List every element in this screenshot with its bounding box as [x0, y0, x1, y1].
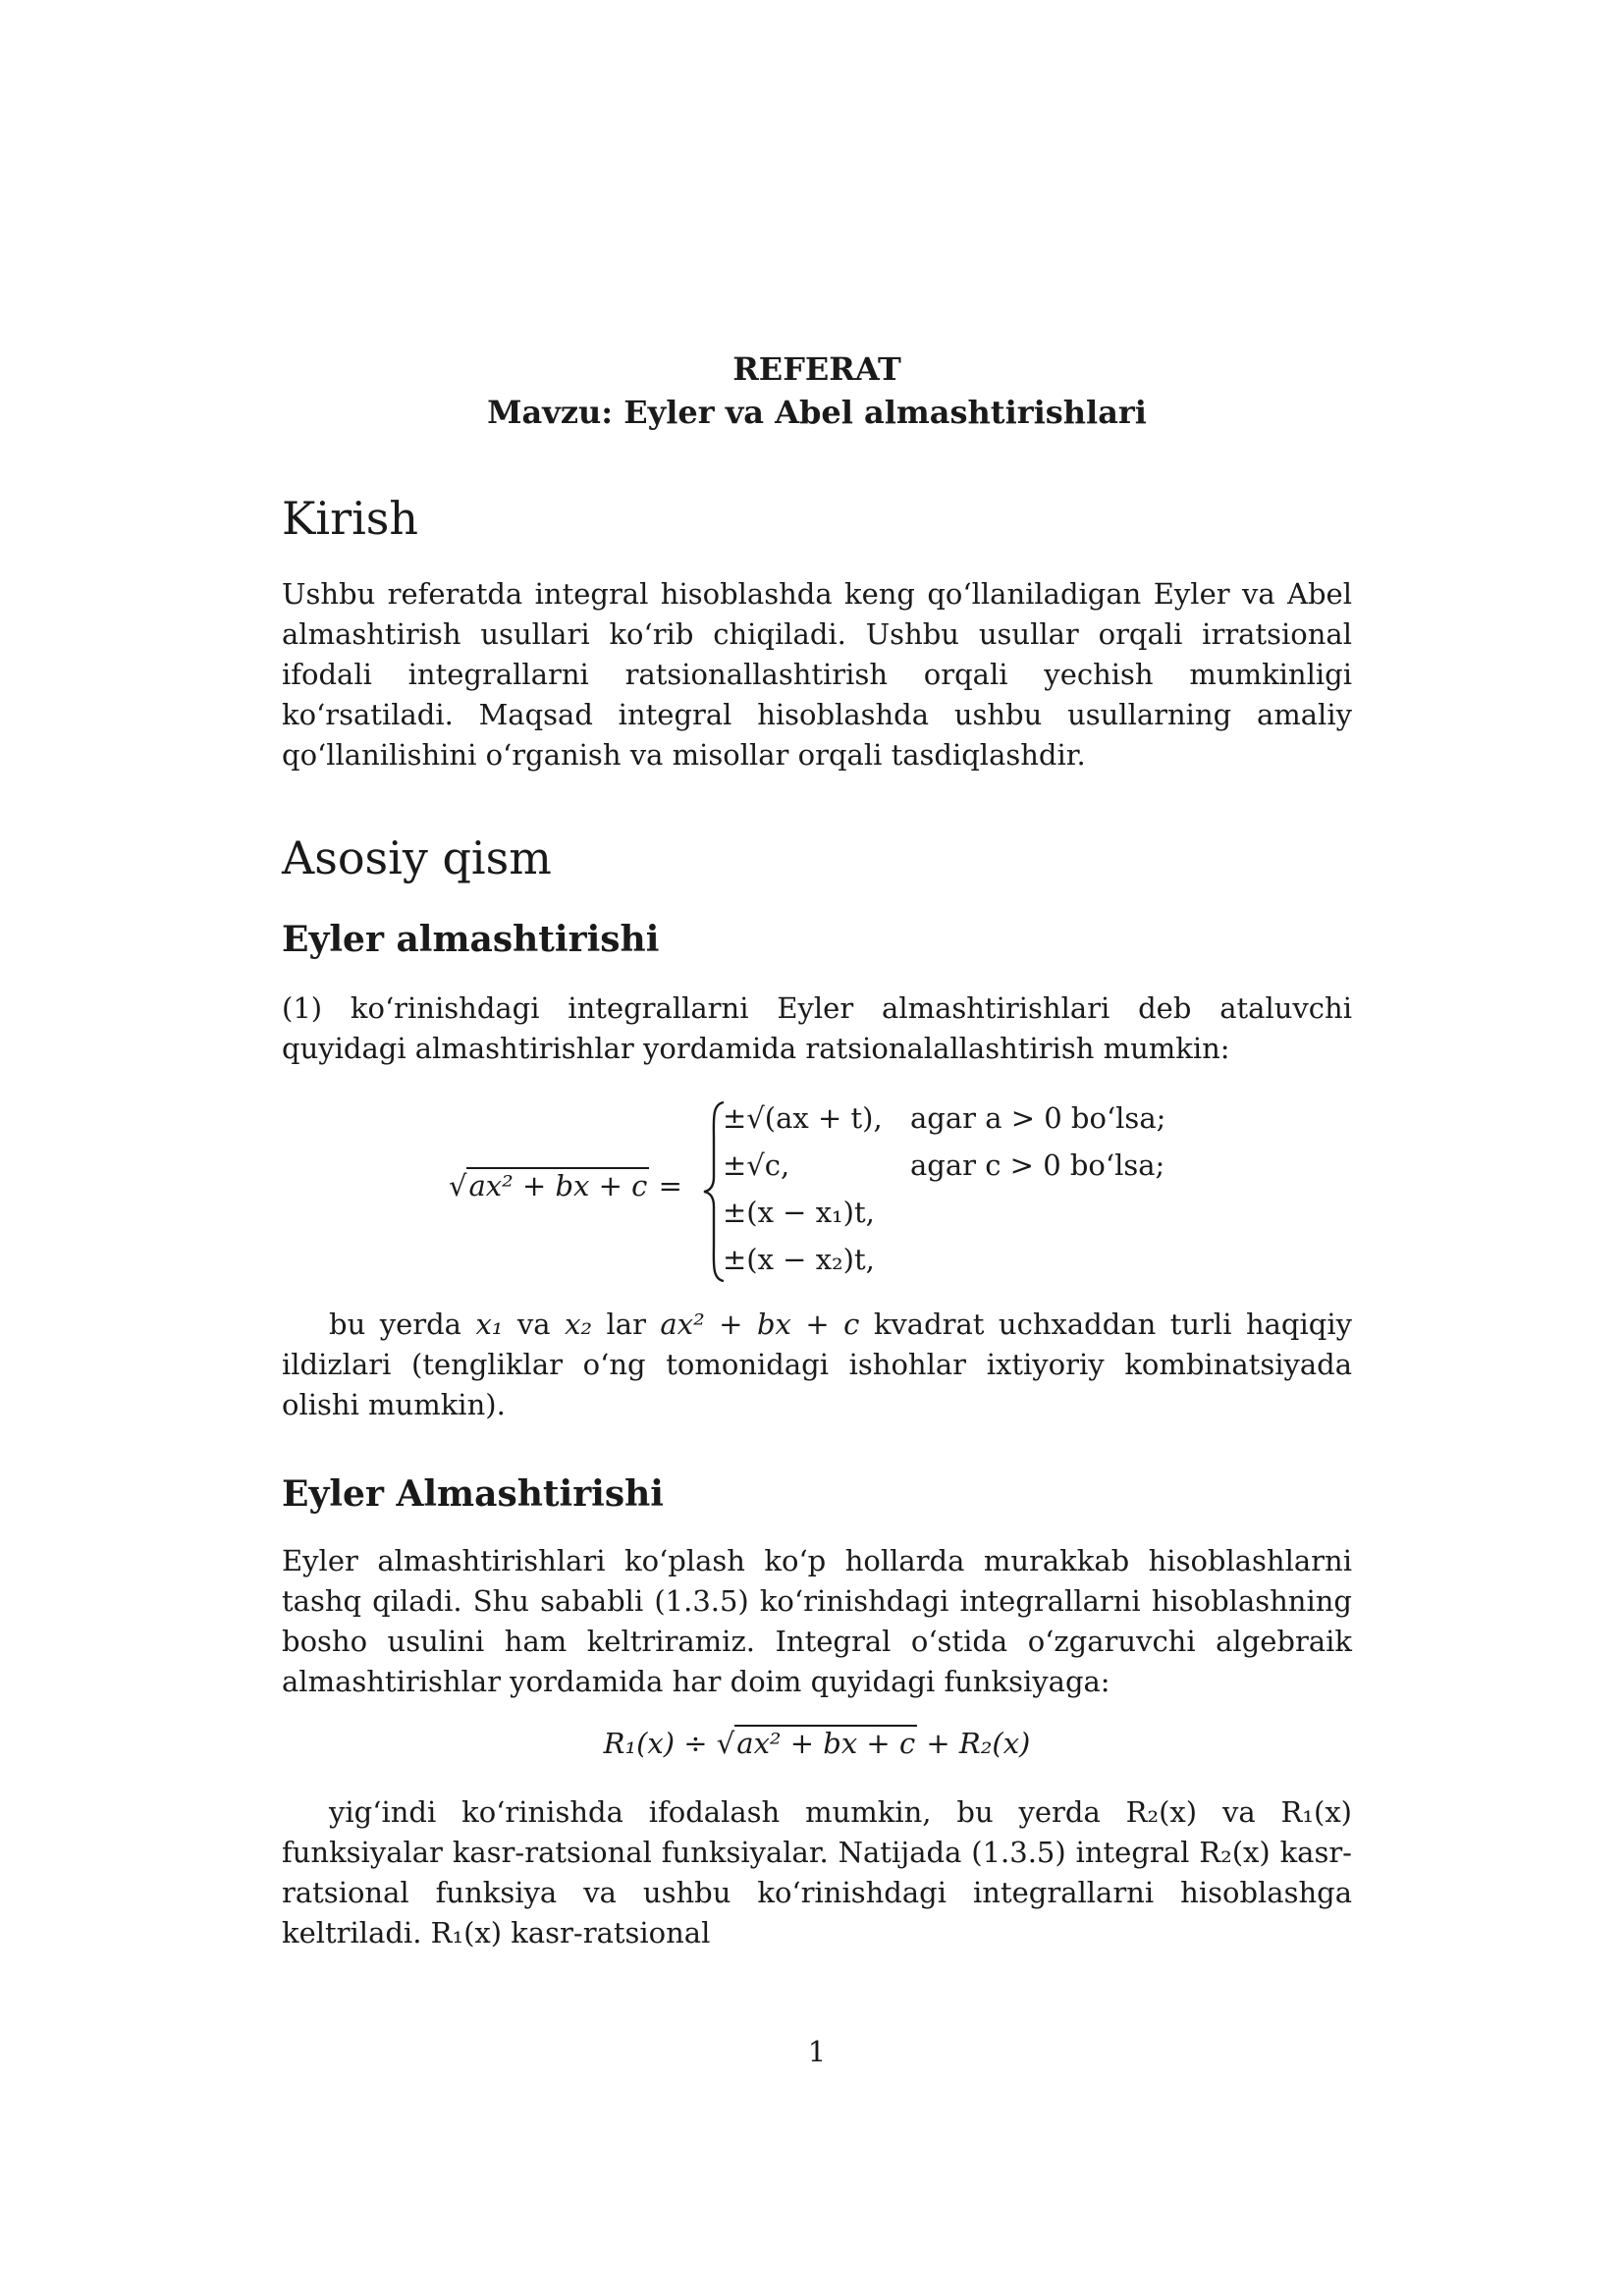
eyler-intro-paragraph: (1) ko‘rinishdagi integrallarni Eyler almashtirishlari deb ataluvchi quyidagi almashtirishlar yordamida ratsionalallashtirish mumkin:	[282, 991, 1352, 1065]
case-expr-4: ±(x − x₂)t,	[723, 1243, 875, 1276]
intro-paragraph: Ushbu referatda integral hisoblashda keng qo‘llaniladigan Eyler va Abel almashtirish usullari ko‘rib chiqiladi. Ushbu usullar orqali irratsional ifodali integrallarni ratsionallashtirish orqali yechish mumkinligi ko‘rsatiladi. Maqsad integral hisoblashda ushbu usullarning amaliy qo‘llanilishini o‘rganish va misollar orqali tasdiqlashdir.	[282, 577, 1352, 772]
case-expr-3: ±(x − x₁)t,	[723, 1196, 875, 1229]
equation-lhs: √ax² + bx + c =	[449, 1169, 682, 1202]
after-text-2: va	[503, 1308, 566, 1341]
case-cond-2: agar c > 0 bo‘lsa;	[910, 1148, 1165, 1182]
euler-substitution-equation	[282, 1095, 1352, 1291]
case-expr-2: ±√c,	[723, 1148, 790, 1182]
root-x1: x₁	[475, 1308, 504, 1341]
sum-representation-equation	[282, 1720, 1352, 1767]
eyler2-paragraph: Eyler almashtirishlari ko‘plash ko‘p hollarda murakkab hisoblashlarni tashq qiladi. Shu sababli (1.3.5) ko‘rinishdagi integrallarni hisoblashning bosho usulini ham keltriramiz. Integral o‘stida o‘zgaruvchi algebraik almashtirishlar yordamida har doim quyidagi funksiyaga:	[282, 1544, 1352, 1698]
eq2-sqrt: √ax² + bx + c	[716, 1727, 916, 1760]
root-x2: x₂	[565, 1308, 593, 1341]
eyler2-after-paragraph: yig‘indi ko‘rinishda ifodalash mumkin, bu yerda R₂(x) va R₁(x) funksiyalar kasr-ratsional funksiyalar. Natijada (1.3.5) integral R₂(x) kasr-ratsional funksiya va ushbu ko‘rinishdagi integrallarni hisoblashga keltriladi. R₁(x) kasr-ratsional	[282, 1795, 1352, 1949]
after-text-1: bu yerda	[329, 1308, 476, 1341]
equation-radicand: ax² + bx + c	[468, 1169, 648, 1202]
heading-eyler-almashtirishi-2: Eyler Almashtirishi	[282, 1473, 664, 1515]
heading-asosiy-qism: Asosiy qism	[282, 831, 552, 884]
document-header	[282, 347, 1352, 434]
heading-eyler-almashtirishi: Eyler almashtirishi	[282, 919, 660, 960]
page-number: 1	[807, 2035, 827, 2068]
eq2-radicand: ax² + bx + c	[736, 1727, 916, 1760]
quadratic-expr: ax² + bx + c	[660, 1308, 860, 1341]
after-text-3: lar	[592, 1308, 661, 1341]
document-subtitle: Mavzu: Eyler va Abel almashtirishlari	[487, 394, 1147, 431]
document-page	[282, 0, 1352, 2296]
heading-kirish: Kirish	[282, 492, 419, 545]
eyler-after-paragraph	[282, 1305, 1352, 1425]
sqrt-radical: √ax² + bx + c	[449, 1169, 648, 1202]
eq2-right: + R₂(x)	[926, 1727, 1031, 1760]
document-title: REFERAT	[732, 350, 901, 388]
case-cond-1: agar a > 0 bo‘lsa;	[910, 1101, 1166, 1135]
eq2-left: R₁(x) ÷	[603, 1727, 708, 1760]
case-expr-1: ±√(ax + t),	[723, 1101, 883, 1135]
after-text-4: kvadrat uchxaddan turli haqiqiy ildizlari (tengliklar o‘ng tomonidagi ishohlar ixtiyoriy kombinatsiyada olishi mumkin).	[282, 1308, 1352, 1421]
